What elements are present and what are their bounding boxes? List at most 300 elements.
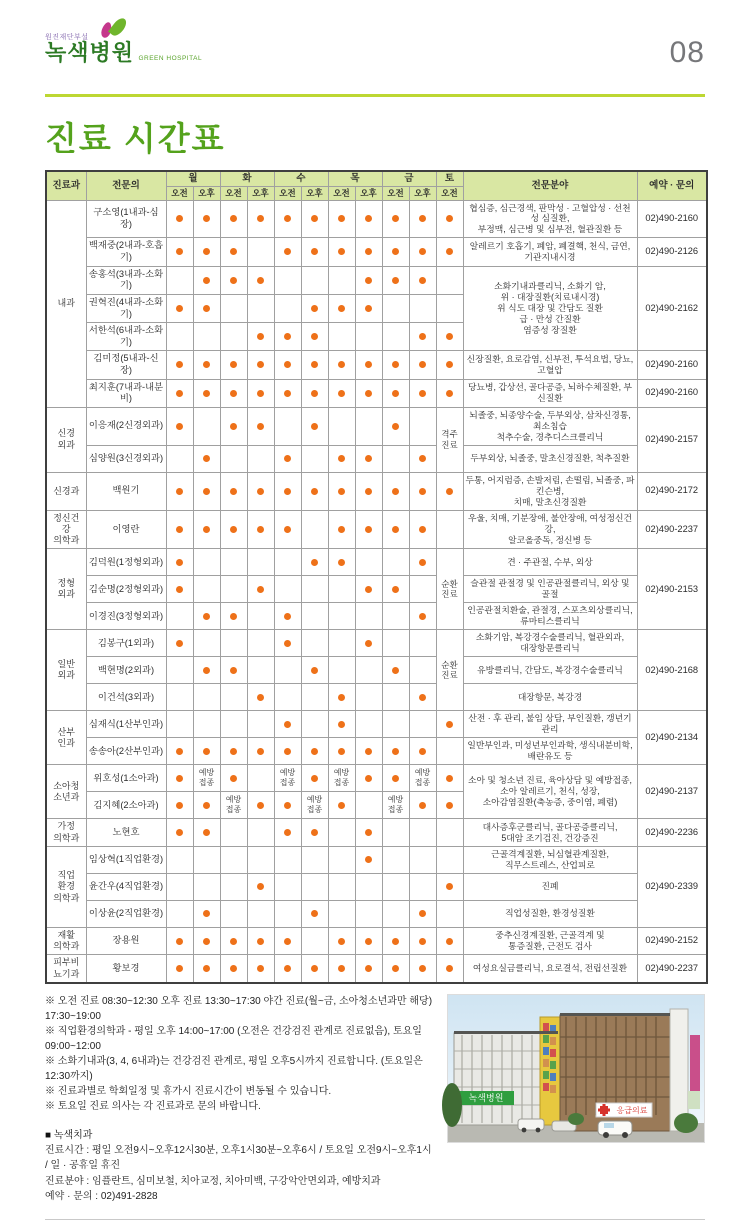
dot-icon	[257, 965, 264, 972]
dot-icon	[311, 559, 318, 566]
dot-icon	[203, 305, 210, 312]
schedule-cell	[166, 873, 193, 900]
schedule-cell	[328, 955, 355, 983]
doctor-cell: 김미정(5내과-신장)	[86, 351, 166, 379]
dot-icon	[338, 559, 345, 566]
schedule-cell	[436, 873, 463, 900]
dot-icon	[284, 215, 291, 222]
schedule-cell	[166, 846, 193, 873]
dental-fields: 진료분야 : 임플란트, 심미보철, 치아교정, 치아미백, 구강악안면외과, 예방치과	[45, 1175, 381, 1187]
dot-icon	[230, 361, 237, 368]
schedule-cell	[247, 819, 274, 847]
schedule-cell	[355, 657, 382, 684]
schedule-cell	[247, 445, 274, 472]
dot-icon	[446, 248, 453, 255]
schedule-cell	[247, 266, 274, 294]
dot-icon	[176, 829, 183, 836]
schedule-cell	[166, 445, 193, 472]
schedule-cell	[247, 238, 274, 266]
schedule-cell	[274, 630, 301, 657]
specialty-header: 전문분야	[463, 171, 637, 200]
doctor-cell: 이응재(2신경외과)	[86, 407, 166, 445]
schedule-cell	[301, 445, 328, 472]
dot-icon	[203, 248, 210, 255]
dot-icon	[392, 390, 399, 397]
dot-icon	[257, 488, 264, 495]
dot-icon	[419, 559, 426, 566]
schedule-cell	[328, 711, 355, 738]
schedule-cell	[382, 900, 409, 927]
schedule-cell	[220, 927, 247, 955]
doctor-cell: 심재식(1산부인과)	[86, 711, 166, 738]
schedule-cell	[220, 711, 247, 738]
schedule-cell	[355, 955, 382, 983]
schedule-cell	[193, 657, 220, 684]
schedule-cell	[382, 765, 409, 792]
dot-icon	[230, 965, 237, 972]
schedule-cell	[274, 603, 301, 630]
dot-icon	[203, 526, 210, 533]
schedule-row	[46, 351, 707, 379]
schedule-cell	[328, 323, 355, 351]
schedule-row	[46, 657, 707, 684]
time-slot-header: 오후	[193, 186, 220, 200]
dot-icon	[419, 613, 426, 620]
dot-icon	[284, 613, 291, 620]
specialty-cell: 직업성질환, 환경성질환	[463, 900, 637, 927]
dot-icon	[311, 215, 318, 222]
schedule-cell	[166, 792, 193, 819]
dot-icon	[365, 248, 372, 255]
dot-icon	[203, 910, 210, 917]
schedule-cell	[193, 445, 220, 472]
schedule-cell	[355, 266, 382, 294]
schedule-cell	[382, 873, 409, 900]
schedule-cell	[274, 472, 301, 510]
dot-icon	[338, 455, 345, 462]
schedule-cell	[409, 294, 436, 322]
dot-icon	[230, 526, 237, 533]
schedule-cell	[166, 510, 193, 549]
schedule-row	[46, 379, 707, 407]
schedule-cell	[301, 657, 328, 684]
dot-icon	[257, 215, 264, 222]
schedule-cell	[301, 200, 328, 238]
department-cell: 내과	[46, 200, 86, 407]
department-cell: 일반 외과	[46, 630, 86, 711]
schedule-cell	[220, 379, 247, 407]
dot-icon	[392, 215, 399, 222]
dental-hours: 진료시간 : 평일 오전9시~오후12시30분, 오후1시30분~오후6시 / 토요일 오전9시~오후1시 / 일 · 공휴일 휴진	[45, 1144, 432, 1172]
schedule-cell	[220, 294, 247, 322]
schedule-cell	[382, 955, 409, 983]
dot-icon	[365, 305, 372, 312]
doctor-cell: 노현호	[86, 819, 166, 847]
schedule-cell	[166, 549, 193, 576]
schedule-cell	[274, 792, 301, 819]
schedule-cell	[220, 200, 247, 238]
dot-icon	[284, 526, 291, 533]
schedule-cell	[193, 819, 220, 847]
doctor-cell: 송송아(2산부인과)	[86, 738, 166, 765]
dot-icon	[257, 802, 264, 809]
specialty-cell: 신장질환, 요로감염, 신부전, 투석요법, 당뇨, 고혈압	[463, 351, 637, 379]
schedule-cell	[247, 407, 274, 445]
schedule-cell	[274, 238, 301, 266]
saturday-note-cell: 격주 진료	[436, 407, 463, 472]
specialty-cell: 진폐	[463, 873, 637, 900]
schedule-cell	[409, 684, 436, 711]
dot-icon	[338, 361, 345, 368]
dot-icon	[311, 423, 318, 430]
department-cell: 신경 외과	[46, 407, 86, 472]
schedule-cell	[328, 266, 355, 294]
doctor-cell: 이영란	[86, 510, 166, 549]
contact-cell: 02)490-2160	[637, 379, 707, 407]
dot-icon	[203, 748, 210, 755]
schedule-cell	[355, 765, 382, 792]
dot-icon	[446, 883, 453, 890]
doctor-cell: 윤간우(4직업환경)	[86, 873, 166, 900]
schedule-cell	[193, 323, 220, 351]
schedule-cell	[328, 900, 355, 927]
schedule-cell	[220, 407, 247, 445]
schedule-cell	[247, 294, 274, 322]
dot-icon	[176, 390, 183, 397]
schedule-cell	[382, 630, 409, 657]
dot-icon	[257, 748, 264, 755]
schedule-cell	[301, 711, 328, 738]
contact-cell: 02)490-2172	[637, 472, 707, 510]
schedule-cell	[220, 576, 247, 603]
schedule-cell	[382, 576, 409, 603]
schedule-cell	[355, 819, 382, 847]
schedule-cell	[409, 873, 436, 900]
schedule-cell	[274, 657, 301, 684]
dental-contact: 예약 · 문의 : 02)491-2828	[45, 1191, 158, 1203]
department-cell: 재활 의학과	[46, 927, 86, 955]
corner-column	[670, 1009, 688, 1131]
header-rule	[45, 94, 705, 97]
schedule-cell	[328, 927, 355, 955]
schedule-cell	[328, 549, 355, 576]
dot-icon	[392, 248, 399, 255]
header-row	[46, 171, 707, 186]
schedule-cell	[274, 927, 301, 955]
note-item: ※ 진료과별로 학회일정 및 휴가시 진료시간이 변동될 수 있습니다.	[45, 1085, 332, 1097]
schedule-cell	[274, 873, 301, 900]
dot-icon	[446, 390, 453, 397]
schedule-row	[46, 603, 707, 630]
schedule-cell	[355, 323, 382, 351]
vaccination-cell: 예방 접종	[220, 792, 247, 819]
doctor-cell: 김봉구(1외과)	[86, 630, 166, 657]
schedule-cell	[220, 266, 247, 294]
time-slot-header: 오전	[274, 186, 301, 200]
schedule-cell	[193, 684, 220, 711]
schedule-cell	[301, 351, 328, 379]
dot-icon	[338, 390, 345, 397]
schedule-cell	[409, 657, 436, 684]
doctor-cell: 서한석(6내과-소화기)	[86, 323, 166, 351]
department-cell: 소아청 소년과	[46, 765, 86, 819]
schedule-cell	[220, 472, 247, 510]
time-slot-header: 오후	[409, 186, 436, 200]
dot-icon	[365, 488, 372, 495]
dot-icon	[419, 965, 426, 972]
dot-icon	[338, 305, 345, 312]
department-cell: 신경과	[46, 472, 86, 510]
schedule-cell	[382, 351, 409, 379]
schedule-cell	[220, 323, 247, 351]
schedule-cell	[220, 846, 247, 873]
schedule-cell	[193, 266, 220, 294]
dot-icon	[203, 613, 210, 620]
schedule-cell	[220, 738, 247, 765]
dot-icon	[365, 215, 372, 222]
schedule-cell	[436, 510, 463, 549]
schedule-cell	[193, 900, 220, 927]
dot-icon	[284, 455, 291, 462]
schedule-cell	[193, 792, 220, 819]
dot-icon	[284, 488, 291, 495]
schedule-cell	[382, 266, 409, 294]
time-slot-header: 오전	[436, 186, 463, 200]
schedule-cell	[382, 819, 409, 847]
schedule-cell	[301, 603, 328, 630]
schedule-row	[46, 445, 707, 472]
schedule-cell	[382, 379, 409, 407]
contact-cell: 02)490-2236	[637, 819, 707, 847]
dot-icon	[230, 277, 237, 284]
schedule-table	[45, 170, 708, 984]
schedule-cell	[166, 238, 193, 266]
schedule-row	[46, 238, 707, 266]
dot-icon	[257, 277, 264, 284]
schedule-cell	[301, 294, 328, 322]
schedule-cell	[409, 351, 436, 379]
dot-icon	[230, 667, 237, 674]
schedule-cell	[220, 238, 247, 266]
dot-icon	[419, 802, 426, 809]
schedule-cell	[382, 407, 409, 445]
specialty-cell: 소화기내과클리닉, 소화기 암, 위 · 대장질환(치료내시경) 위 식도 대장 및 간담도 질환 급 · 만성 간질환 염증성 장질환	[463, 266, 637, 351]
schedule-cell	[220, 549, 247, 576]
schedule-cell	[166, 738, 193, 765]
department-cell: 정형 외과	[46, 549, 86, 630]
dot-icon	[284, 248, 291, 255]
dot-icon	[203, 829, 210, 836]
schedule-row	[46, 510, 707, 549]
dot-icon	[203, 488, 210, 495]
specialty-cell: 일반부인과, 미성년부인과학, 생식내분비학, 배란유도 등	[463, 738, 637, 765]
schedule-cell	[166, 323, 193, 351]
dot-icon	[257, 423, 264, 430]
schedule-cell	[355, 445, 382, 472]
schedule-cell	[193, 846, 220, 873]
contact-cell: 02)490-2157	[637, 407, 707, 472]
schedule-cell	[382, 323, 409, 351]
schedule-cell	[301, 819, 328, 847]
day-header: 목	[328, 171, 382, 186]
schedule-cell	[220, 510, 247, 549]
dot-icon	[230, 390, 237, 397]
dot-icon	[419, 455, 426, 462]
dot-icon	[176, 775, 183, 782]
schedule-header	[46, 171, 707, 200]
schedule-cell	[274, 955, 301, 983]
schedule-cell	[301, 472, 328, 510]
schedule-cell	[274, 819, 301, 847]
vaccination-cell: 예방 접종	[301, 792, 328, 819]
doctor-cell: 위호성(1소아과)	[86, 765, 166, 792]
department-cell: 가정 의학과	[46, 819, 86, 847]
dot-icon	[230, 938, 237, 945]
dot-icon	[392, 423, 399, 430]
day-header: 수	[274, 171, 328, 186]
schedule-cell	[301, 576, 328, 603]
department-cell: 산부 인과	[46, 711, 86, 765]
contact-cell: 02)490-2137	[637, 765, 707, 819]
dot-icon	[338, 938, 345, 945]
doctor-cell: 장용원	[86, 927, 166, 955]
schedule-cell	[193, 200, 220, 238]
dot-icon	[176, 802, 183, 809]
dot-icon	[338, 721, 345, 728]
schedule-row	[46, 630, 707, 657]
dot-icon	[203, 361, 210, 368]
schedule-cell	[193, 407, 220, 445]
dot-icon	[446, 215, 453, 222]
schedule-cell	[274, 549, 301, 576]
schedule-cell	[409, 927, 436, 955]
vaccination-cell: 예방 접종	[328, 765, 355, 792]
specialty-cell: 협심증, 심근경색, 판막성 · 고혈압성 · 선천성 심질환, 부정맥, 심근병 및 심부전, 혈관질환 등	[463, 200, 637, 238]
dot-icon	[257, 390, 264, 397]
schedule-cell	[166, 294, 193, 322]
dot-icon	[257, 694, 264, 701]
specialty-cell: 중추신경계질환, 근골격계 및 통증질환, 근전도 검사	[463, 927, 637, 955]
schedule-cell	[301, 379, 328, 407]
schedule-cell	[301, 765, 328, 792]
dot-icon	[446, 333, 453, 340]
schedule-cell	[382, 657, 409, 684]
dot-icon	[365, 938, 372, 945]
dot-icon	[203, 802, 210, 809]
schedule-cell	[274, 407, 301, 445]
schedule-cell	[409, 900, 436, 927]
schedule-cell	[274, 900, 301, 927]
schedule-cell	[355, 684, 382, 711]
doctor-cell: 권혁진(4내과-소화기)	[86, 294, 166, 322]
schedule-cell	[409, 379, 436, 407]
dot-icon	[446, 721, 453, 728]
dot-icon	[419, 215, 426, 222]
dot-icon	[338, 694, 345, 701]
schedule-cell	[247, 792, 274, 819]
dot-icon	[338, 488, 345, 495]
dot-icon	[365, 586, 372, 593]
schedule-cell	[193, 873, 220, 900]
schedule-cell	[409, 445, 436, 472]
vaccination-cell: 예방 접종	[274, 765, 301, 792]
schedule-row	[46, 900, 707, 927]
schedule-cell	[328, 792, 355, 819]
schedule-cell	[436, 927, 463, 955]
dot-icon	[419, 333, 426, 340]
contact-cell: 02)490-2339	[637, 846, 707, 927]
dot-icon	[284, 361, 291, 368]
schedule-cell	[436, 238, 463, 266]
schedule-cell	[436, 711, 463, 738]
doctor-cell: 황보경	[86, 955, 166, 983]
main-sign-text: 녹색병원	[468, 1092, 504, 1103]
schedule-cell	[409, 603, 436, 630]
schedule-cell	[193, 576, 220, 603]
day-header: 월	[166, 171, 220, 186]
schedule-cell	[409, 576, 436, 603]
schedule-cell	[247, 765, 274, 792]
schedule-cell	[193, 351, 220, 379]
specialty-cell: 두통, 어지럼증, 손발저림, 손떨림, 뇌졸중, 파킨슨병, 치매, 말초신경질환	[463, 472, 637, 510]
schedule-cell	[355, 351, 382, 379]
schedule-cell	[247, 549, 274, 576]
schedule-cell	[409, 792, 436, 819]
schedule-cell	[274, 684, 301, 711]
schedule-cell	[436, 738, 463, 765]
schedule-cell	[409, 738, 436, 765]
schedule-row	[46, 955, 707, 983]
schedule-cell	[301, 955, 328, 983]
schedule-cell	[382, 294, 409, 322]
schedule-cell	[328, 819, 355, 847]
contact-cell: 02)490-2162	[637, 266, 707, 351]
schedule-cell	[328, 846, 355, 873]
dot-icon	[446, 965, 453, 972]
schedule-cell	[355, 407, 382, 445]
dot-icon	[176, 215, 183, 222]
dot-icon	[419, 488, 426, 495]
schedule-cell	[247, 200, 274, 238]
schedule-cell	[166, 765, 193, 792]
dot-icon	[338, 248, 345, 255]
schedule-cell	[355, 900, 382, 927]
specialty-cell: 인공관절치환술, 관절경, 스포츠외상클리닉, 류마티스클리닉	[463, 603, 637, 630]
specialty-cell: 근골격계질환, 뇌심혈관계질환, 직무스트레스, 산업피로	[463, 846, 637, 873]
dot-icon	[365, 390, 372, 397]
dot-icon	[419, 526, 426, 533]
page-number: 08	[669, 36, 705, 69]
schedule-cell	[301, 738, 328, 765]
schedule-cell	[382, 738, 409, 765]
dot-icon	[176, 423, 183, 430]
schedule-cell	[301, 900, 328, 927]
doctor-cell: 김순명(2정형외과)	[86, 576, 166, 603]
contact-cell: 02)490-2134	[637, 711, 707, 765]
schedule-cell	[166, 684, 193, 711]
dot-icon	[257, 333, 264, 340]
dot-icon	[284, 748, 291, 755]
dot-icon	[230, 775, 237, 782]
doctor-cell: 이상윤(2직업환경)	[86, 900, 166, 927]
dot-icon	[176, 586, 183, 593]
schedule-cell	[220, 684, 247, 711]
dot-icon	[392, 775, 399, 782]
dot-icon	[257, 526, 264, 533]
schedule-cell	[247, 900, 274, 927]
schedule-row	[46, 266, 707, 294]
dot-icon	[419, 938, 426, 945]
